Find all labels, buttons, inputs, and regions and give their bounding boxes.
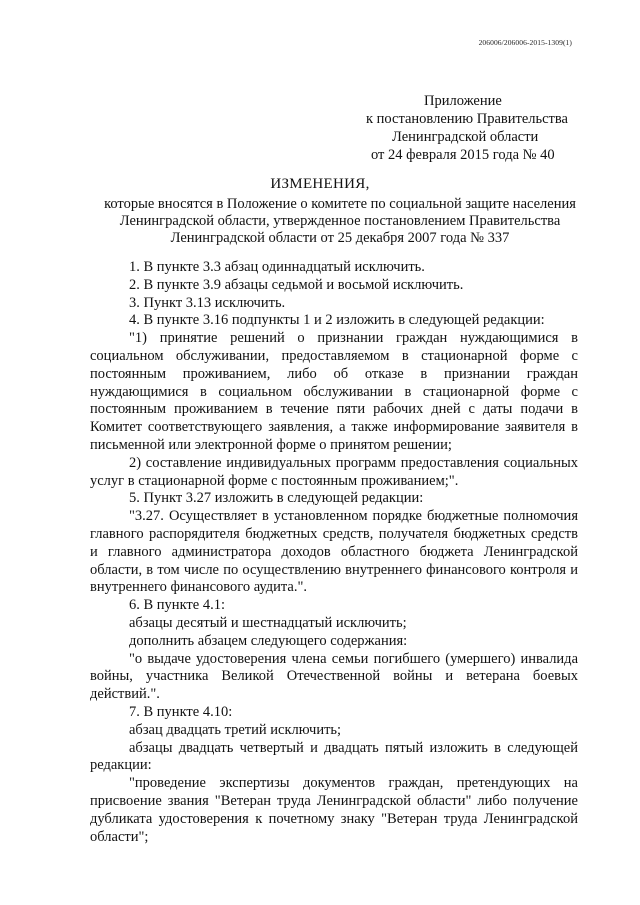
paragraph: 4. В пункте 3.16 подпункты 1 и 2 изложить в следующей редакции: <box>129 312 545 329</box>
document-subtitle: которые вносятся в Положение о комитете по социальной защите населения Ленинградской области, утвержденное постановлением Правительства Ленинградской области от 25 декабря 2007 года № 337 <box>104 196 576 246</box>
paragraph: 1. В пункте 3.3 абзац одиннадцатый исключить. <box>129 259 425 275</box>
document-title: ИЗМЕНЕНИЯ, <box>270 176 370 192</box>
appendix-line: Приложение <box>424 93 502 109</box>
paragraph: 3. Пункт 3.13 исключить. <box>129 294 286 311</box>
paragraph: абзац двадцать третий исключить; <box>129 721 342 738</box>
paragraph: 2) составление индивидуальных программ предоставления социальных услуг в стационарной форме с постоянным проживанием;". <box>90 454 578 489</box>
paragraph: "3.27. Осуществляет в установленном порядке бюджетные полномочия главного распорядителя бюджетных средств, получателя бюджетных средств и главного администратора доходов областного бюджета Ленинградской области, в том числе по осуществлению внутреннего финансового контроля и внутреннего финансового аудита.". <box>90 508 578 596</box>
appendix-line: от 24 февраля 2015 года № 40 <box>371 147 555 163</box>
appendix-block <box>360 92 590 164</box>
paragraph: абзацы десятый и шестнадцатый исключить; <box>129 614 407 631</box>
paragraph: 7. В пункте 4.10: <box>129 703 233 720</box>
paragraph: 2. В пункте 3.9 абзацы седьмой и восьмой исключить. <box>129 276 464 293</box>
paragraph: 6. В пункте 4.1: <box>129 597 225 614</box>
paragraph: дополнить абзацем следующего содержания: <box>129 632 408 649</box>
paragraph: 5. Пункт 3.27 изложить в следующей редакции: <box>129 490 424 507</box>
appendix-line: к постановлению Правительства <box>366 111 568 127</box>
paragraph: "проведение экспертизы документов граждан, претендующих на присвоение звания "Ветеран труда Ленинградской области" либо получение дубликата удостоверения к почетному знаку "Ветеран труда Ленинградской области"; <box>90 775 578 845</box>
paragraph: абзацы двадцать четвертый и двадцать пятый изложить в следующей редакции: <box>90 739 578 774</box>
document-body <box>90 259 578 846</box>
appendix-line: Ленинградской области <box>392 129 539 145</box>
paragraph: "1) принятие решений о признании граждан нуждающимися в социальном обслуживании, предоставляемом в стационарной форме с постоянным проживанием, либо об отказе в признании граждан нуждающимися в социальном обслуживании в стационарной форме с постоянным проживанием в течение пяти рабочих дней с даты подачи в Комитет соответствующего заявления, а также информирование заявителя в письменной или электронной форме о принятом решении; <box>90 330 578 453</box>
paragraph: "о выдаче удостоверения члена семьи погибшего (умершего) инвалида войны, участника Великой Отечественной войны и ветерана боевых действий.". <box>90 650 578 703</box>
document-id: 206006/206006-2015-1309(1) <box>478 38 572 47</box>
